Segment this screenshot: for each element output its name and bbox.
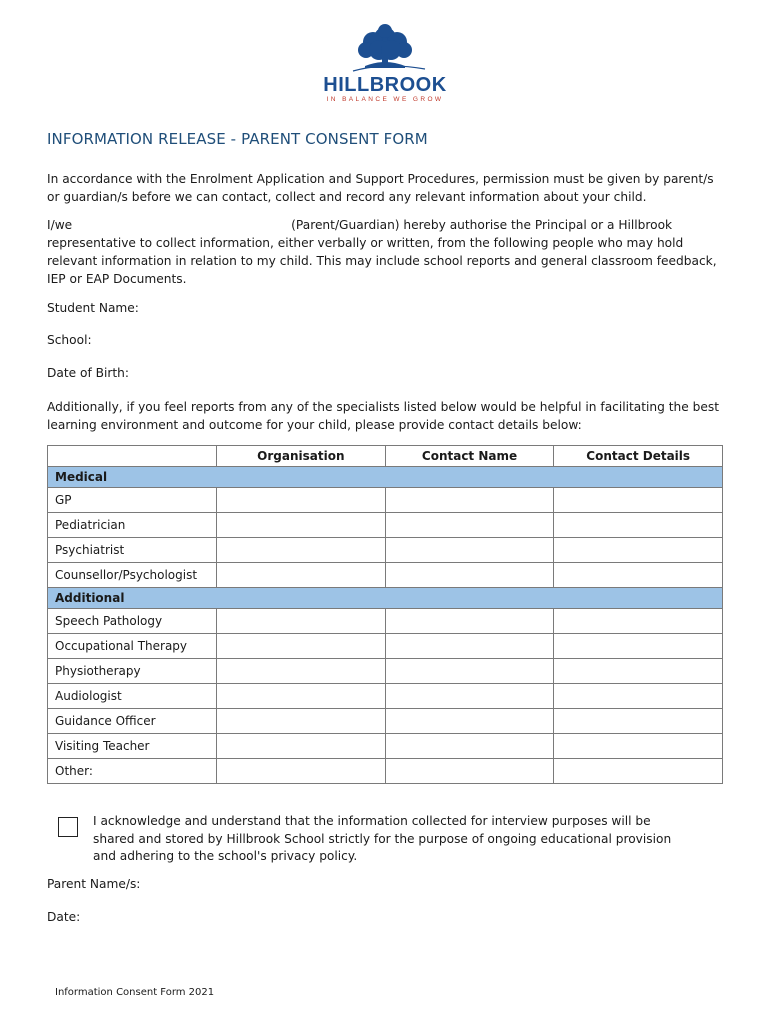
acknowledge-checkbox[interactable] <box>58 817 78 837</box>
table-row <box>48 659 723 684</box>
organisation-cell[interactable] <box>216 734 385 759</box>
specialist-label: Visiting Teacher <box>48 734 217 759</box>
intro-paragraph: In accordance with the Enrolment Application and Support Procedures, permission must be given by parent/s or guardian/s before we can contact, collect and record any relevant information about your child. <box>47 172 714 204</box>
contact-name-cell[interactable] <box>385 634 554 659</box>
footer-text: Information Consent Form 2021 <box>55 987 215 998</box>
specialist-label: Pediatrician <box>48 513 217 538</box>
organisation-cell[interactable] <box>216 759 385 784</box>
contact-details-cell[interactable] <box>554 709 723 734</box>
organisation-cell[interactable] <box>216 563 385 588</box>
contact-name-cell[interactable] <box>385 488 554 513</box>
table-row <box>48 488 723 513</box>
table-row <box>48 513 723 538</box>
contact-name-cell[interactable] <box>385 538 554 563</box>
header-organisation: Organisation <box>216 446 385 467</box>
acknowledge-text: I acknowledge and understand that the information collected for interview purposes will be shared and stored by Hillbrook School strictly for the purpose of ongoing educational provision and adhering to the school's privacy policy. <box>93 814 672 863</box>
specialist-label: Other: <box>48 759 217 784</box>
student-name-label: Student Name: <box>47 301 139 315</box>
authorise-text: (Parent/Guardian) hereby authorise the Principal or a Hillbrook representative to collect information, either verbally or written, from the following people who may hold relevant information in relation to my child. This may include school reports and general classroom feedback, IEP or EAP Documents. <box>47 218 717 286</box>
contact-details-cell[interactable] <box>554 759 723 784</box>
organisation-cell[interactable] <box>216 609 385 634</box>
specialist-table <box>47 445 723 784</box>
contact-name-cell[interactable] <box>385 684 554 709</box>
table-header-row <box>48 446 723 467</box>
specialist-label: Physiotherapy <box>48 659 217 684</box>
contact-details-cell[interactable] <box>554 684 723 709</box>
contact-details-cell[interactable] <box>554 634 723 659</box>
section-row-medical <box>48 467 723 488</box>
organisation-cell[interactable] <box>216 709 385 734</box>
table-row <box>48 684 723 709</box>
contact-details-cell[interactable] <box>554 659 723 684</box>
table-row <box>48 634 723 659</box>
specialist-label: Audiologist <box>48 684 217 709</box>
contact-details-cell[interactable] <box>554 488 723 513</box>
hillbrook-logo <box>300 22 470 114</box>
contact-details-cell[interactable] <box>554 538 723 563</box>
header-blank <box>48 446 217 467</box>
table-row <box>48 734 723 759</box>
section-row-additional <box>48 588 723 609</box>
organisation-cell[interactable] <box>216 538 385 563</box>
table-row <box>48 538 723 563</box>
contact-name-cell[interactable] <box>385 609 554 634</box>
specialist-label: Guidance Officer <box>48 709 217 734</box>
table-row <box>48 609 723 634</box>
organisation-cell[interactable] <box>216 634 385 659</box>
specialist-label: Psychiatrist <box>48 538 217 563</box>
contact-details-cell[interactable] <box>554 513 723 538</box>
contact-name-cell[interactable] <box>385 734 554 759</box>
contact-details-cell[interactable] <box>554 563 723 588</box>
header-contact-details: Contact Details <box>554 446 723 467</box>
parent-names-label: Parent Name/s: <box>47 877 141 891</box>
school-label: School: <box>47 333 92 347</box>
contact-name-cell[interactable] <box>385 513 554 538</box>
logo-tagline: IN BALANCE WE GROW <box>326 96 444 103</box>
contact-name-cell[interactable] <box>385 709 554 734</box>
organisation-cell[interactable] <box>216 488 385 513</box>
organisation-cell[interactable] <box>216 513 385 538</box>
specialist-label: Counsellor/Psychologist <box>48 563 217 588</box>
logo-name: HILLBROOK <box>323 74 447 96</box>
section-title: Medical <box>48 467 723 488</box>
organisation-cell[interactable] <box>216 684 385 709</box>
authorise-paragraph <box>47 216 727 288</box>
contact-name-cell[interactable] <box>385 563 554 588</box>
table-row <box>48 563 723 588</box>
specialist-label: GP <box>48 488 217 513</box>
date-label: Date: <box>47 910 81 924</box>
tree-icon <box>325 22 445 74</box>
contact-name-cell[interactable] <box>385 759 554 784</box>
contact-name-cell[interactable] <box>385 659 554 684</box>
authorise-prefix: I/we <box>47 218 73 232</box>
specialist-label: Speech Pathology <box>48 609 217 634</box>
additionally-paragraph: Additionally, if you feel reports from any of the specialists listed below would be helpful in facilitating the best learning environment and outcome for your child, please provide contact details below: <box>47 400 720 432</box>
contact-details-cell[interactable] <box>554 609 723 634</box>
page-title: INFORMATION RELEASE - PARENT CONSENT FORM <box>47 130 428 148</box>
contact-details-cell[interactable] <box>554 734 723 759</box>
date-of-birth-label: Date of Birth: <box>47 366 129 380</box>
table-row <box>48 759 723 784</box>
header-contact-name: Contact Name <box>385 446 554 467</box>
organisation-cell[interactable] <box>216 659 385 684</box>
section-title: Additional <box>48 588 723 609</box>
table-row <box>48 709 723 734</box>
specialist-label: Occupational Therapy <box>48 634 217 659</box>
